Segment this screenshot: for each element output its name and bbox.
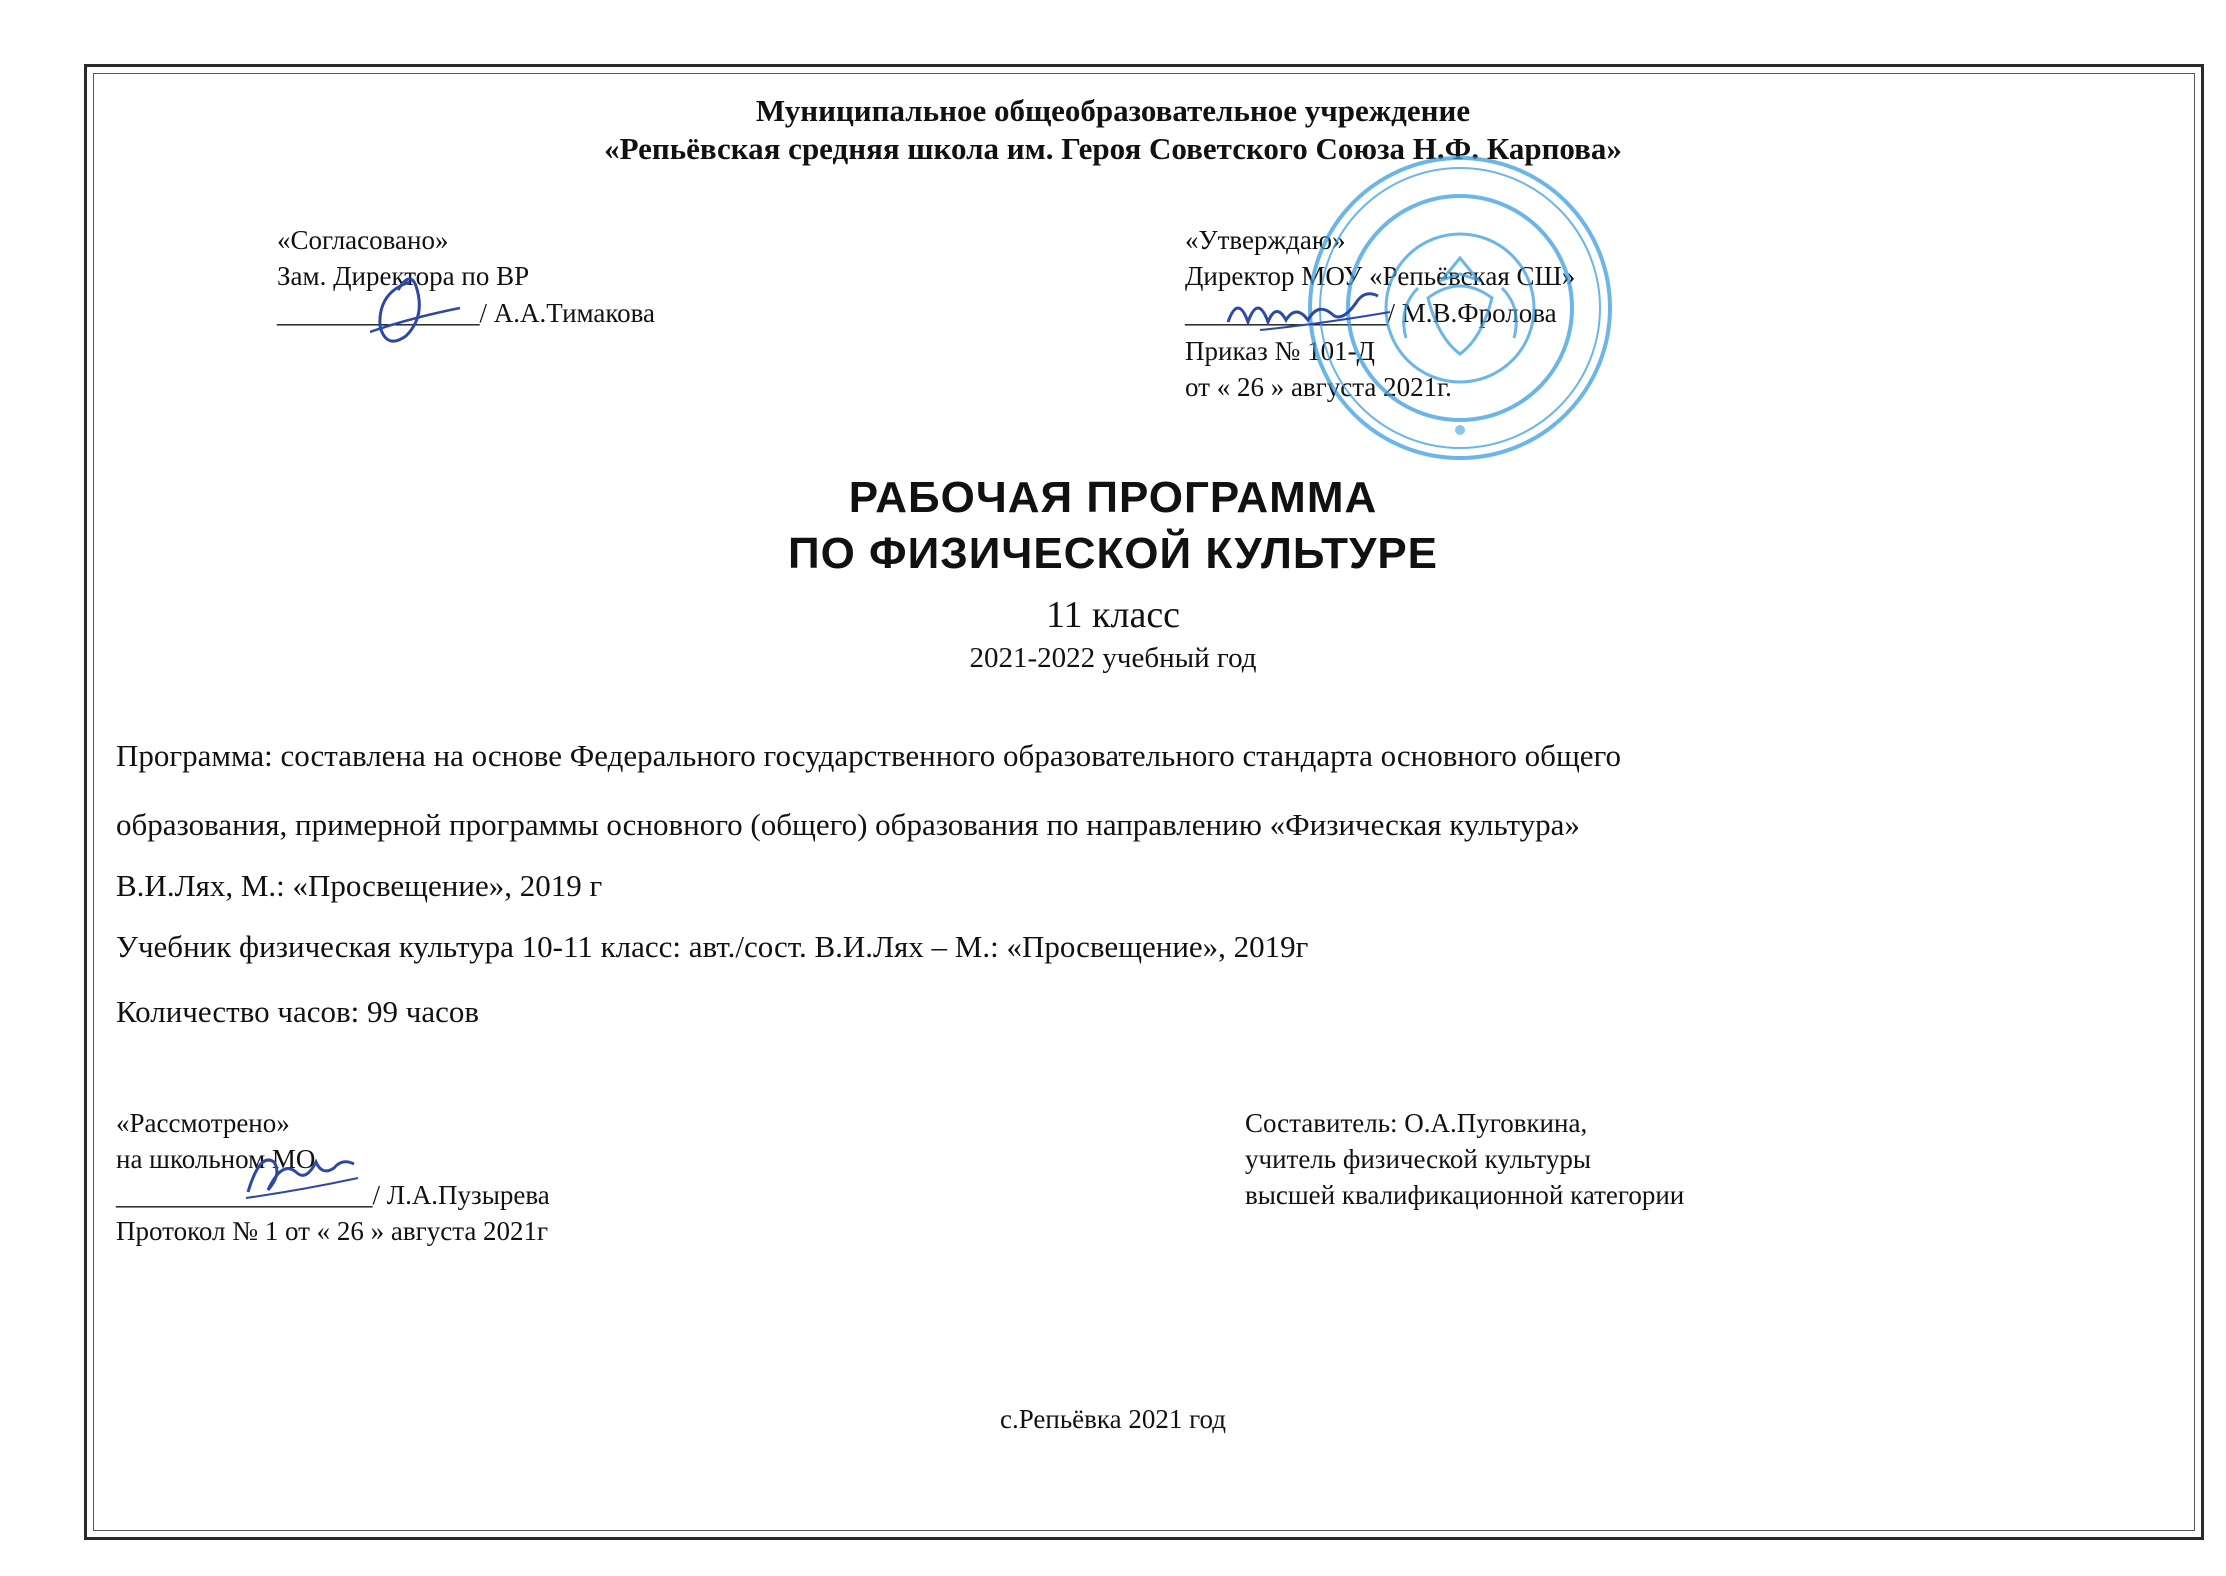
agreed-signature-line: _______________/ А.А.Тимакова [277, 298, 656, 328]
grade-label: 11 класс [1045, 594, 1181, 636]
author-category: высшей квалификационной категории [1245, 1180, 1685, 1210]
reviewed-place: на школьном МО [116, 1144, 316, 1174]
place-and-year: с.Репьёвка 2021 год [1000, 1404, 1226, 1434]
hours-count: Количество часов: 99 часов [116, 994, 479, 1029]
agreed-position: Зам. Директора по ВР [277, 261, 530, 291]
order-date: от « 26 » августа 2021г. [1185, 372, 1452, 402]
agreed-label: «Согласовано» [277, 225, 449, 255]
program-basis-line3: В.И.Лях, М.: «Просвещение», 2019 г [116, 868, 603, 903]
document-title-line1: РАБОЧАЯ ПРОГРАММА [848, 473, 1378, 522]
approve-label: «Утверждаю» [1185, 225, 1346, 255]
reviewed-signature-line: ___________________/ Л.А.Пузырева [116, 1180, 550, 1210]
textbook-info: Учебник физическая культура 10-11 класс: авт./сост. В.И.Лях – М.: «Просвещение», 2019г [116, 929, 1309, 964]
author-title: учитель физической культуры [1245, 1144, 1591, 1174]
approve-signature-line: _______________/ М.В.Фролова [1185, 298, 1557, 328]
document-title-line2: ПО ФИЗИЧЕСКОЙ КУЛЬТУРЕ [787, 529, 1439, 578]
reviewed-label: «Рассмотрено» [116, 1108, 290, 1138]
order-number: Приказ № 101-Д [1185, 336, 1375, 366]
institution-name-line2: «Репьёвская средняя школа им. Героя Советского Союза Н.Ф. Карпова» [604, 131, 1622, 166]
author-name: Составитель: О.А.Пуговкина, [1245, 1108, 1588, 1138]
reviewed-protocol: Протокол № 1 от « 26 » августа 2021г [116, 1216, 549, 1246]
institution-name-line1: Муниципальное общеобразовательное учреждение [755, 93, 1471, 128]
approve-position: Директор МОУ «Репьёвская СШ» [1185, 261, 1576, 291]
program-basis-line1: Программа: составлена на основе Федерального государственного образовательного стандарта основного общего [116, 738, 1622, 773]
school-year: 2021-2022 учебный год [969, 642, 1257, 674]
program-basis-line2: образования, примерной программы основного (общего) образования по направлению «Физическая культура» [116, 807, 1580, 842]
